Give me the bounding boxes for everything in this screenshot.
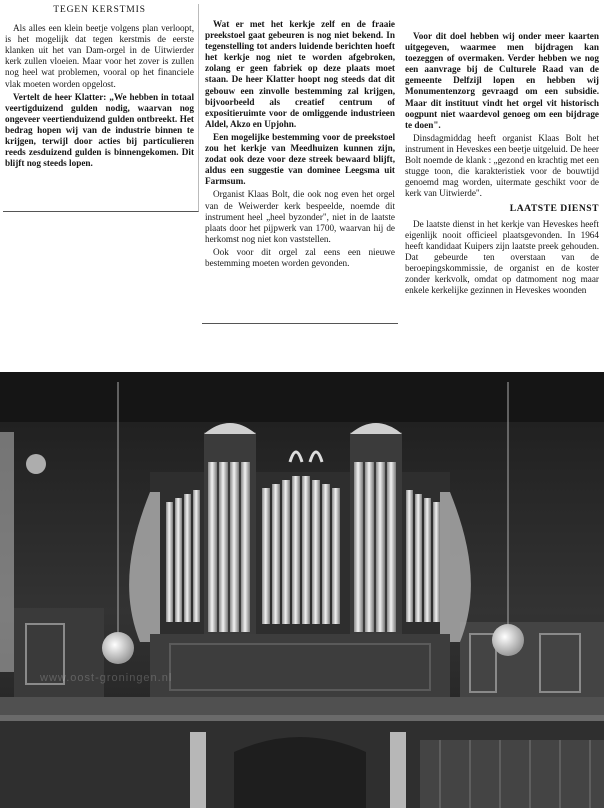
paragraph: Ook voor dit orgel zal eens een nieuwe bestemming moeten worden gevonden.: [205, 246, 395, 268]
article-column-3: [402, 31, 602, 371]
section-heading-tegen-kerstmis: TEGEN KERSTMIS: [53, 4, 146, 15]
organ-photograph: [0, 372, 604, 808]
paragraph: Een mogelijke bestemming voor de preekstoel zou het kerkje van Meedhuizen kunnen zijn, zodat ook deze voor deze streek bewaard blijft, aldus een suggestie van dominee Leegsma uit Farmsum.: [205, 131, 395, 187]
column-2-body: [205, 19, 395, 269]
article-column-2: [202, 19, 398, 324]
section-heading-laatste-dienst: LAATSTE DIENST: [509, 203, 599, 215]
paragraph: Dinsdagmiddag heeft organist Klaas Bolt het instrument in Heveskes een beetje uitgeluid. De heer Bolt noemde de klank : „gezond en krachtig met een stugge toon, die karakteristiek voor de bouwtijd genoemd mag worden, uitermate geschikt voor de kerk van Uitwierde".: [405, 132, 599, 199]
paragraph: Als alles een klein beetje volgens plan verloopt, is het mogelijk dat tegen kerstmis de eerste klanken uit het van Dam-orgel in de Uitwierder kerk zullen vloeien. Maar voor het zover is zullen nog heel wat problemen, vooral op het financiele vlak moeten worden opgelost.: [5, 23, 194, 89]
article-column-1: [3, 4, 199, 212]
paragraph: De laatste dienst in het kerkje van Heveskes heeft eigenlijk nooit officieel plaatsgevonden. In 1964 heeft kandidaat Kuipers zijn laatste preek gehouden. Dat gebeurde ten overstaan van de beroepingskommissie, de organist en de koster zonder kerkvolk, omdat op datmoment nog maar enkele kerkelijke gezinnen in Heveskes woonden: [405, 218, 599, 296]
paragraph: Wat er met het kerkje zelf en de fraaie preekstoel gaat gebeuren is nog niet bekend. In tegenstelling tot anders luidende berichten hoeft het kerkje nog niet te worden afgebroken, zolang er geen fabriek op deze plaats moet staan. De heer Klatter hoopt nog steeds dat dit gebouw een zinvolle bestemming zal krijgen, bijvoorbeeld als creatief centrum of expositieruimte voor de omliggende industrieen Aldel, Akzo en Upjohn.: [205, 19, 395, 129]
paragraph: Organist Klaas Bolt, die ook nog even het orgel van de Weiwerder kerk bespeelde, noemde dit instrument heel „heel byzonder", niet in de laatste plaats door het pijpwerk van 1700, waarvan hij de herkomst nog niet kon vaststellen.: [205, 189, 395, 244]
paragraph: Vertelt de heer Klatter: „We hebben in totaal veertigduizend gulden nodig, waarvan nog ongeveer veertienduizend gulden ontbreekt. Het bedrag hopen wij van de industrie binnen te krijgen, terwijl door acties bij particulieren reeds zesduizend gulden is binnengekomen. Dit blijft nog steeds lopen.: [5, 91, 194, 169]
watermark-text: www.oost-groningen.nl: [40, 672, 173, 684]
column-3-body: [405, 31, 599, 199]
column-1-body: [5, 23, 194, 169]
column-3-body-2: [405, 219, 599, 297]
paragraph: Voor dit doel hebben wij onder meer kaarten uitgegeven, waarmee men bijdragen kan toezeggen of overmaken. Verder hebben we nog een aanvrage bij de Culturele Raad van de gemeente Delfzijl lopen en hebben wij Monumentenzorg gevraagd om een subsidie. Maar dit instituut vindt het orgel vit historisch oogpunt niet waardevol genoeg om een bijdrage te doen".: [405, 31, 599, 130]
